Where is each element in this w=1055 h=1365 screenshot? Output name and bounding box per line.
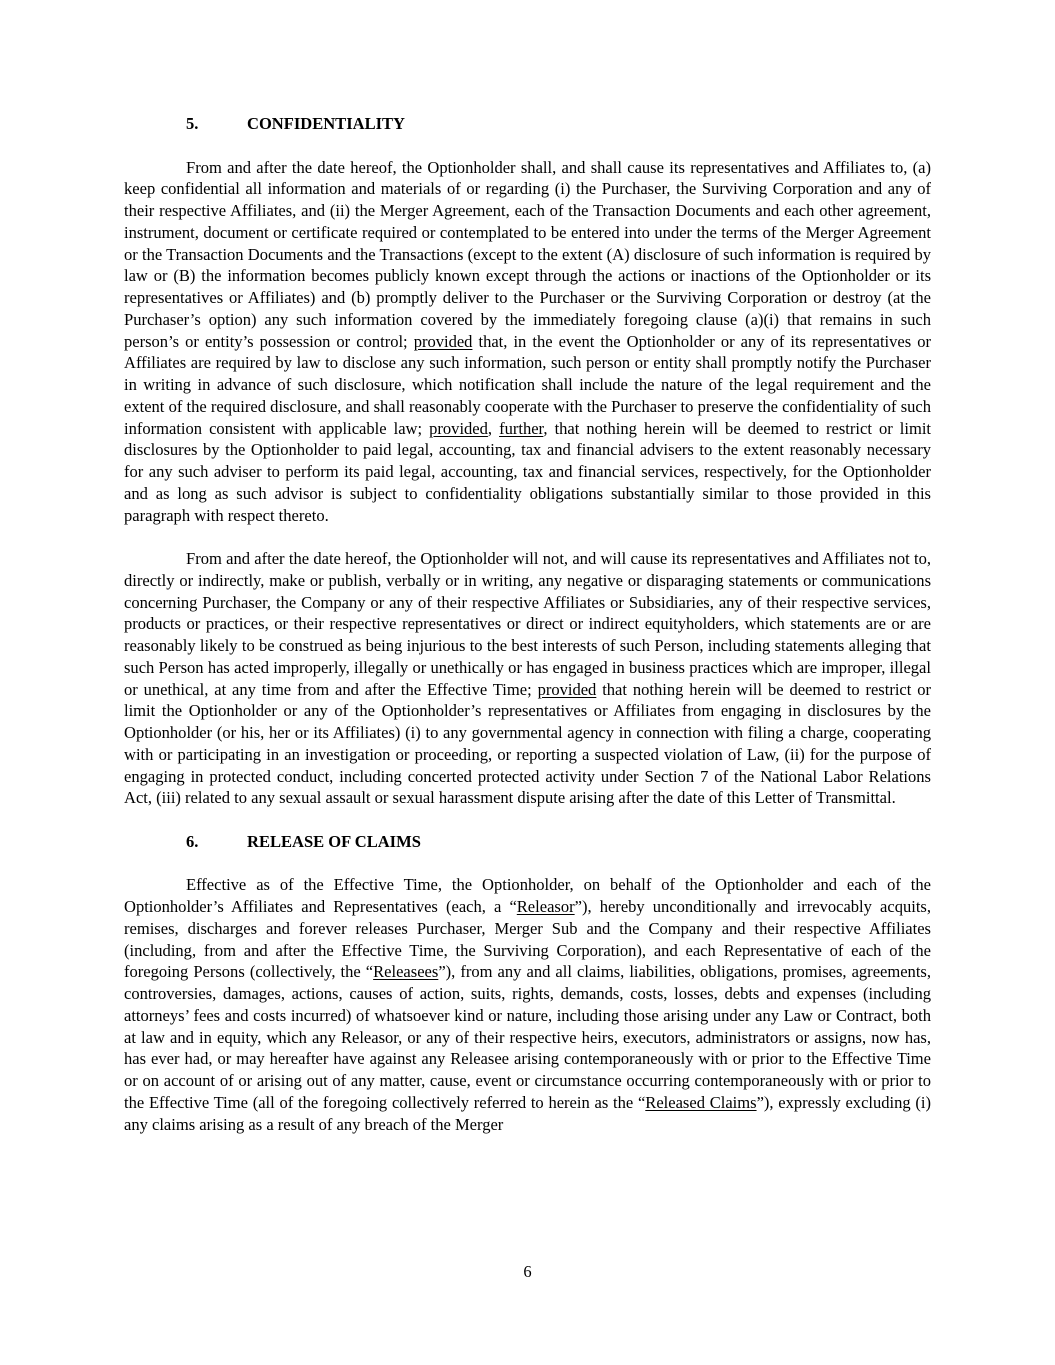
page-number: 6 — [523, 1262, 532, 1281]
section-title: RELEASE OF CLAIMS — [247, 831, 421, 851]
text-run: , — [487, 418, 500, 438]
section-title: CONFIDENTIALITY — [247, 114, 405, 133]
section-number: 6. — [186, 831, 199, 851]
text-run: ”), hereby unconditionally and irrevocably acquits, remises, discharges and forever releases Purchaser, Merger Sub and the Company and their respective Affiliates (including, from and after the Effective Time, the Surviving Corporation), and each Representative of each of the foregoing Persons (collectively, the “ — [124, 897, 931, 982]
defined-term-releasees: Releasees — [373, 962, 439, 982]
defined-term-provided: provided — [429, 418, 488, 438]
defined-term-provided: provided — [537, 679, 597, 699]
page-body — [124, 113, 931, 1135]
confidentiality-paragraph-2 — [124, 548, 931, 809]
text-run: that nothing herein will be deemed to restrict or limit the Optionholder or any of the Optionholder’s representatives or Affiliates from engaging in disclosures by the Optionholder (or his, her or its Affiliates) (i) to any governmental agency in connection with filing a charge, cooperating with or participating in an investigation or proceeding, or reporting a suspected violation of Law, (ii) for the purpose of engaging in protected conduct, including concerted protected activity under Section 7 of the National Labor Relations Act, (iii) related to any sexual assault or sexual harassment dispute arising after the date of this Letter of Transmittal. — [124, 679, 931, 808]
defined-term-provided: provided — [413, 331, 473, 351]
confidentiality-paragraph-1 — [124, 157, 931, 527]
text-run: Effective as of the Effective Time, the Optionholder, on behalf of the Optionholder and each of the Optionholder’s Affiliates and Representatives (each, a “ — [124, 875, 931, 916]
defined-term-further: further — [499, 418, 544, 438]
section-heading-release-of-claims — [124, 831, 931, 853]
defined-term-releasor: Releasor — [516, 897, 575, 916]
text-run: that, in the event the Optionholder or any of its representatives or Affiliates are required by law to disclose any such information, such person or entity shall promptly notify the Purchaser in writing in advance of such disclosure, which notification shall include the nature of the legal requirement and the extent of the required disclosure, and shall reasonably cooperate with the Purchaser to preserve the confidentiality of such information consistent with applicable law; — [124, 331, 931, 438]
text-run: From and after the date hereof, the Optionholder shall, and shall cause its representatives and Affiliates to, (a) keep confidential all information and materials of or regarding (i) the Purchaser, the Surviving Corporation and any of their respective Affiliates, and (ii) the Merger Agreement, each of the Transaction Documents and each other agreement, instrument, document or certificate required or contemplated to be entered into under the terms of the Merger Agreement or the Transaction Documents and the Transactions (except to the extent (A) disclosure of such information is required by law or (B) the information becomes publicly known except through the actions or inactions of the Optionholder or its representatives or Affiliates) and (b) promptly deliver to the Purchaser or the Surviving Corporation or destroy (at the Purchaser’s option) any such information covered by the immediately foregoing clause (a)(i) that remains in such person’s or entity’s possession or control; — [124, 157, 931, 351]
section-number: 5. — [186, 114, 199, 133]
release-paragraph-1 — [124, 874, 931, 1135]
text-run: ”), expressly excluding (i) any claims arising as a result of any breach of the Merger — [124, 1092, 931, 1134]
section-heading-confidentiality — [124, 113, 931, 135]
text-run: ”), from any and all claims, liabilities, obligations, promises, agreements, controversies, damages, actions, causes of action, suits, rights, demands, costs, losses, debts and expenses (including attorneys’ fees and costs incurred) of whatsoever kind or nature, including those arising under any Law or Contract, both at law and in equity, which any Releasor, or any of their respective heirs, executors, administrators or assigns, now has, has ever had, or may hereafter have against any Releasee arising contemporaneously with or prior to the Effective Time or on account of or arising out of any matter, cause, event or circumstance occurring contemporaneously with or prior to the Effective Time (all of the foregoing collectively referred to herein as the “ — [124, 962, 931, 1112]
text-run: From and after the date hereof, the Optionholder will not, and will cause its representatives and Affiliates not to, directly or indirectly, make or publish, verbally or in writing, any negative or disparaging statements or communications concerning Purchaser, the Company or any of their respective Affiliates or Subsidiaries, any of their respective services, products or practices, or their respective representatives or direct or indirect equityholders, which statements are or are reasonably likely to be construed as being injurious to the best interests of such Person, including statements alleging that such Person has acted improperly, illegally or unethically or has engaged in business practices which are improper, illegal or unethical, at any time from and after the Effective Time; — [124, 549, 931, 699]
text-run: , that nothing herein will be deemed to restrict or limit disclosures by the Optionholder to paid legal, accounting, tax and financial advisers to the extent reasonably necessary for any such adviser to perform its paid legal, accounting, tax and financial services, respectively, for the Optionholder and as long as such advisor is subject to confidentiality obligations substantially similar to those provided in this paragraph with respect thereto. — [124, 418, 932, 525]
defined-term-released-claims: Released Claims — [645, 1092, 757, 1112]
